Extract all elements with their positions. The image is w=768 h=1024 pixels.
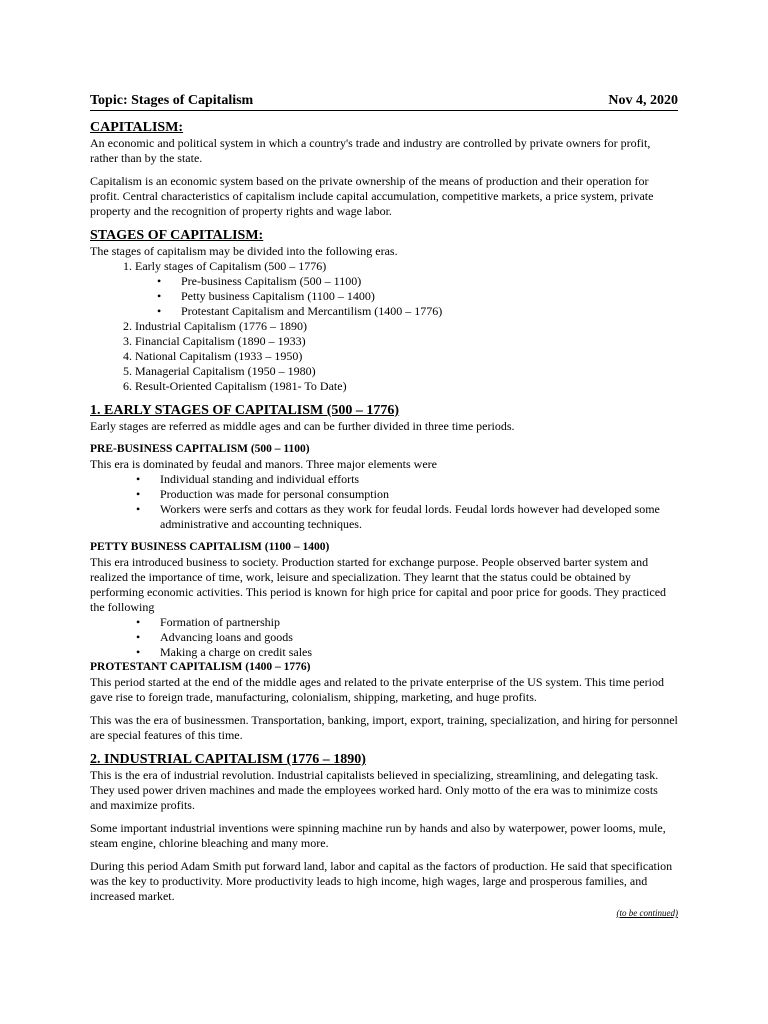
list-item: • Workers were serfs and cottars as they work for feudal lords. Feudal lords however had developed some administrative and accounting techniques.: [136, 502, 678, 532]
stages-list: [90, 259, 678, 394]
industrial-paragraph-1: This is the era of industrial revolution. Industrial capitalists believed in specializing, streamlining, and delegating task. They used power driven machines and made the employees worked hard. Only motto of the era was to minimize costs and maximize profits.: [90, 768, 659, 812]
list-item: • Making a charge on credit sales: [136, 645, 678, 660]
pre-business-intro: This era is dominated by feudal and manors. Three major elements were: [90, 457, 437, 471]
stage-item: 6. Result-Oriented Capitalism (1981- To Date): [135, 379, 678, 394]
pre-business-list: [90, 472, 678, 532]
stage-item: 5. Managerial Capitalism (1950 – 1980): [135, 364, 678, 379]
early-stages-intro: Early stages are referred as middle ages and can be further divided in three time periods.: [90, 419, 515, 433]
protestant-paragraph-1: This period started at the end of the middle ages and related to the private enterprise of the US system. This time period gave rise to foreign trade, manufacturing, colonialism, shipping, marketing, and huge profits.: [90, 675, 664, 704]
list-item: • Advancing loans and goods: [136, 630, 678, 645]
substage-item: • Petty business Capitalism (1100 – 1400): [157, 289, 678, 304]
to-be-continued-note: (to be continued): [616, 908, 678, 918]
substage-item: • Pre-business Capitalism (500 – 1100): [157, 274, 678, 289]
document-date: Nov 4, 2020: [608, 93, 678, 108]
stage-item-label: Early stages of Capitalism (500 – 1776): [135, 259, 327, 273]
industrial-paragraph-3: During this period Adam Smith put forward land, labor and capital as the factors of production. He said that specification was the key to productivity. More productivity leads to high income, high wages, large and prosperous families, and increased market.: [90, 859, 673, 903]
list-item: • Formation of partnership: [136, 615, 678, 630]
capitalism-description: Capitalism is an economic system based on the private ownership of the means of production and their operation for profit. Central characteristics of capitalism include capital accumulation, competitive markets, a price system, private property and the recognition of property rights and wage labor.: [90, 174, 654, 218]
pre-business-heading: PRE-BUSINESS CAPITALISM (500 – 1100): [90, 443, 310, 455]
list-item: • Production was made for personal consumption: [136, 487, 678, 502]
document-header: [90, 92, 678, 111]
stages-intro: The stages of capitalism may be divided into the following eras.: [90, 244, 398, 258]
protestant-paragraph-2: This was the era of businessmen. Transportation, banking, import, export, training, specialization, and hiring for personnel are special features of this time.: [90, 713, 678, 742]
stages-heading: STAGES OF CAPITALISM:: [90, 228, 264, 243]
stage-item: 3. Financial Capitalism (1890 – 1933): [135, 334, 678, 349]
topic-title: Topic: Stages of Capitalism: [90, 93, 254, 108]
list-item: • Individual standing and individual efforts: [136, 472, 678, 487]
industrial-paragraph-2: Some important industrial inventions were spinning machine run by hands and also by waterpower, power looms, mule, steam engine, chlorine bleaching and many more.: [90, 821, 666, 850]
stage-item: 4. National Capitalism (1933 – 1950): [135, 349, 678, 364]
petty-business-list: [90, 615, 678, 660]
petty-business-heading: PETTY BUSINESS CAPITALISM (1100 – 1400): [90, 541, 330, 553]
industrial-heading: 2. INDUSTRIAL CAPITALISM (1776 – 1890): [90, 752, 366, 767]
early-substages-list: [135, 274, 678, 319]
petty-business-body: This era introduced business to society. Production started for exchange purpose. People observed barter system and realized the importance of time, work, leisure and specialization. They learnt that the status could be obtained by performing economic activities. This period is known for high price for capital and poor price for goods. They practiced the following: [90, 555, 667, 614]
stage-item: [135, 259, 678, 319]
capitalism-definition: An economic and political system in which a country's trade and industry are controlled by private owners for profit, rather than by the state.: [90, 136, 651, 165]
protestant-heading: PROTESTANT CAPITALISM (1400 – 1776): [90, 661, 311, 673]
substage-item: • Protestant Capitalism and Mercantilism (1400 – 1776): [157, 304, 678, 319]
capitalism-heading: CAPITALISM:: [90, 120, 184, 135]
early-stages-heading: 1. EARLY STAGES OF CAPITALISM (500 – 1776): [90, 403, 400, 418]
stage-item: 2. Industrial Capitalism (1776 – 1890): [135, 319, 678, 334]
